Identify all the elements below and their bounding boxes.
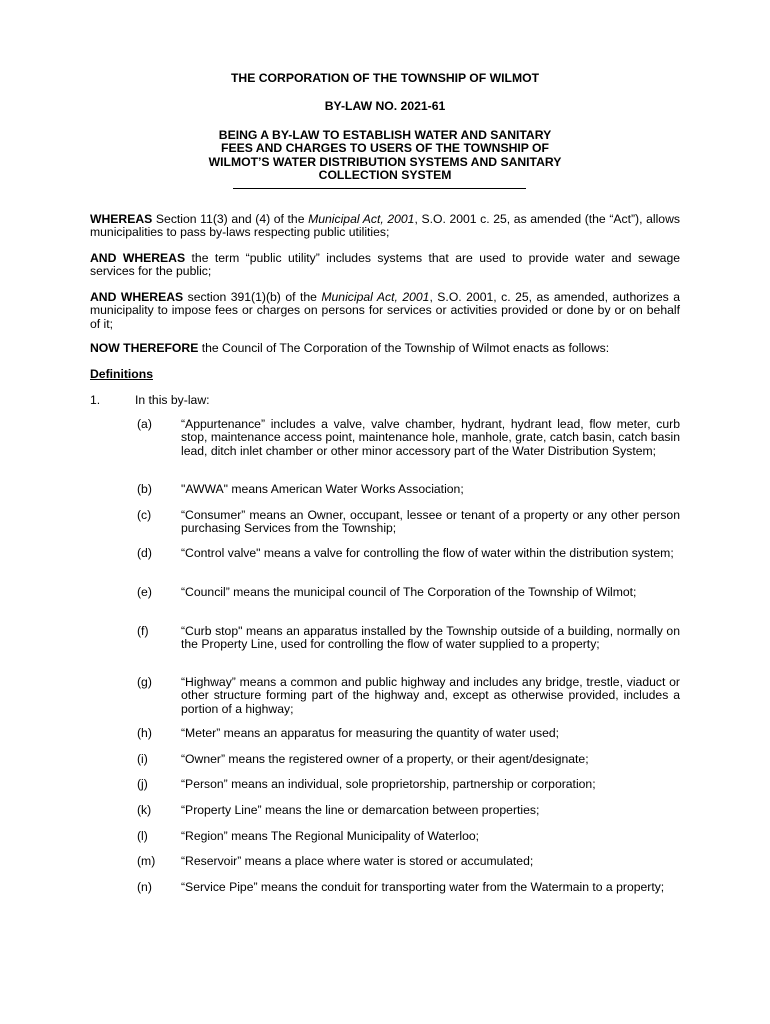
definition-item <box>90 753 680 766</box>
purpose-line: WILMOT’S WATER DISTRIBUTION SYSTEMS AND SANITARY <box>208 154 562 169</box>
definition-label: (j) <box>137 777 148 791</box>
bylaw-number: BY-LAW NO. 2021-61 <box>324 99 446 114</box>
definition-item <box>90 586 680 599</box>
definition-label: (f) <box>137 624 149 638</box>
definition-text: “Meter” means an apparatus for measuring the quantity of water used; <box>181 726 560 740</box>
definition-item <box>90 418 680 458</box>
clause-text: Section 11(3) and (4) of the <box>152 212 309 226</box>
clause-text: section 391(1)(b) of the <box>183 290 322 304</box>
document-header <box>90 72 680 182</box>
definition-label: (k) <box>137 803 152 817</box>
definition-item <box>90 483 680 496</box>
clause-text: the term “public utility” includes systems that are used to provide water and sewage services for the public; <box>90 251 680 279</box>
definition-text: “Control valve" means a valve for controlling the flow of water within the distribution system; <box>181 546 674 560</box>
corporation-title: THE CORPORATION OF THE TOWNSHIP OF WILMOT <box>230 71 540 85</box>
definition-item <box>90 855 680 868</box>
definition-label: (b) <box>137 482 152 496</box>
definitions-heading: Definitions <box>90 367 153 381</box>
definition-item <box>90 830 680 843</box>
clause-text: , S.O. 2001, c. 25, as amended, authorizes a municipality to impose fees or charges on persons for services or activities provided or done by or on behalf of it; <box>90 290 680 331</box>
definition-item <box>90 676 680 716</box>
definition-text: “Curb stop" means an apparatus installed by the Township outside of a building, normally on the Property Line, used for controlling the flow of water supplied to a property; <box>181 624 680 652</box>
definition-text: “Region” means The Regional Municipality of Waterloo; <box>181 829 480 843</box>
now-therefore-lead: NOW THEREFORE <box>90 341 199 355</box>
definition-label: (m) <box>137 854 156 868</box>
definition-text: "AWWA" means American Water Works Association; <box>181 482 464 496</box>
definition-label: (h) <box>137 726 152 740</box>
definition-text: “Council” means the municipal council of The Corporation of the Township of Wilmot; <box>181 585 637 599</box>
whereas-clause-2 <box>90 252 680 279</box>
whereas-lead: AND WHEREAS <box>90 290 184 304</box>
definition-label: (d) <box>137 546 152 560</box>
definition-text: “Person” means an individual, sole proprietorship, partnership or corporation; <box>181 777 596 791</box>
clause-text: the Council of The Corporation of the Township of Wilmot enacts as follows: <box>198 341 610 355</box>
definition-label: (n) <box>137 880 152 894</box>
definition-label: (c) <box>137 508 152 522</box>
whereas-clause-1 <box>90 213 680 240</box>
definition-item <box>90 547 680 560</box>
definition-item <box>90 881 680 894</box>
definition-label: (i) <box>137 752 148 766</box>
section-intro: In this by-law: <box>135 393 210 407</box>
definition-text: “Owner” means the registered owner of a property, or their agent/designate; <box>181 752 589 766</box>
definition-text: “Reservoir” means a place where water is stored or accumulated; <box>181 854 534 868</box>
act-title: Municipal Act, 2001 <box>321 290 430 304</box>
definition-text: “Service Pipe” means the conduit for transporting water from the Watermain to a property; <box>181 880 665 894</box>
purpose-line: COLLECTION SYSTEM <box>318 168 452 183</box>
definition-item <box>90 778 680 791</box>
definition-text: “Appurtenance” includes a valve, valve chamber, hydrant, hydrant lead, flow meter, curb stop, maintenance access point, maintenance hole, manhole, grate, catch basin, catch basin lead, ditch inlet chamber or other minor accessory part of the Water Distribution System; <box>181 417 680 458</box>
purpose-line: BEING A BY-LAW TO ESTABLISH WATER AND SANITARY <box>218 127 552 142</box>
definition-item <box>90 509 680 536</box>
clause-text: , S.O. 2001 c. 25, as amended (the “Act”), allows municipalities to pass by-laws respecting public utilities; <box>90 212 680 240</box>
definition-item <box>90 625 680 652</box>
whereas-lead: WHEREAS <box>90 212 153 226</box>
header-divider <box>233 188 526 189</box>
definition-label: (a) <box>137 417 152 431</box>
definition-label: (e) <box>137 585 152 599</box>
definition-item <box>90 804 680 817</box>
section-number: 1. <box>90 393 101 407</box>
definition-label: (l) <box>137 829 148 843</box>
whereas-clause-3 <box>90 291 680 331</box>
whereas-lead: AND WHEREAS <box>90 251 186 265</box>
now-therefore-clause <box>90 342 680 355</box>
definition-item <box>90 727 680 740</box>
definition-text: “Highway” means a common and public highway and includes any bridge, trestle, viaduct or other structure forming part of the highway and, except as otherwise provided, includes a portion of a highway; <box>181 675 680 716</box>
purpose-line: FEES AND CHARGES TO USERS OF THE TOWNSHIP OF <box>221 141 549 156</box>
definition-label: (g) <box>137 675 152 689</box>
definition-text: “Property Line” means the line or demarcation between properties; <box>181 803 540 817</box>
act-title: Municipal Act, 2001 <box>308 212 415 226</box>
definition-text: “Consumer” means an Owner, occupant, lessee or tenant of a property or any other person purchasing Services from the Township; <box>181 508 680 536</box>
bylaw-purpose <box>90 129 680 183</box>
